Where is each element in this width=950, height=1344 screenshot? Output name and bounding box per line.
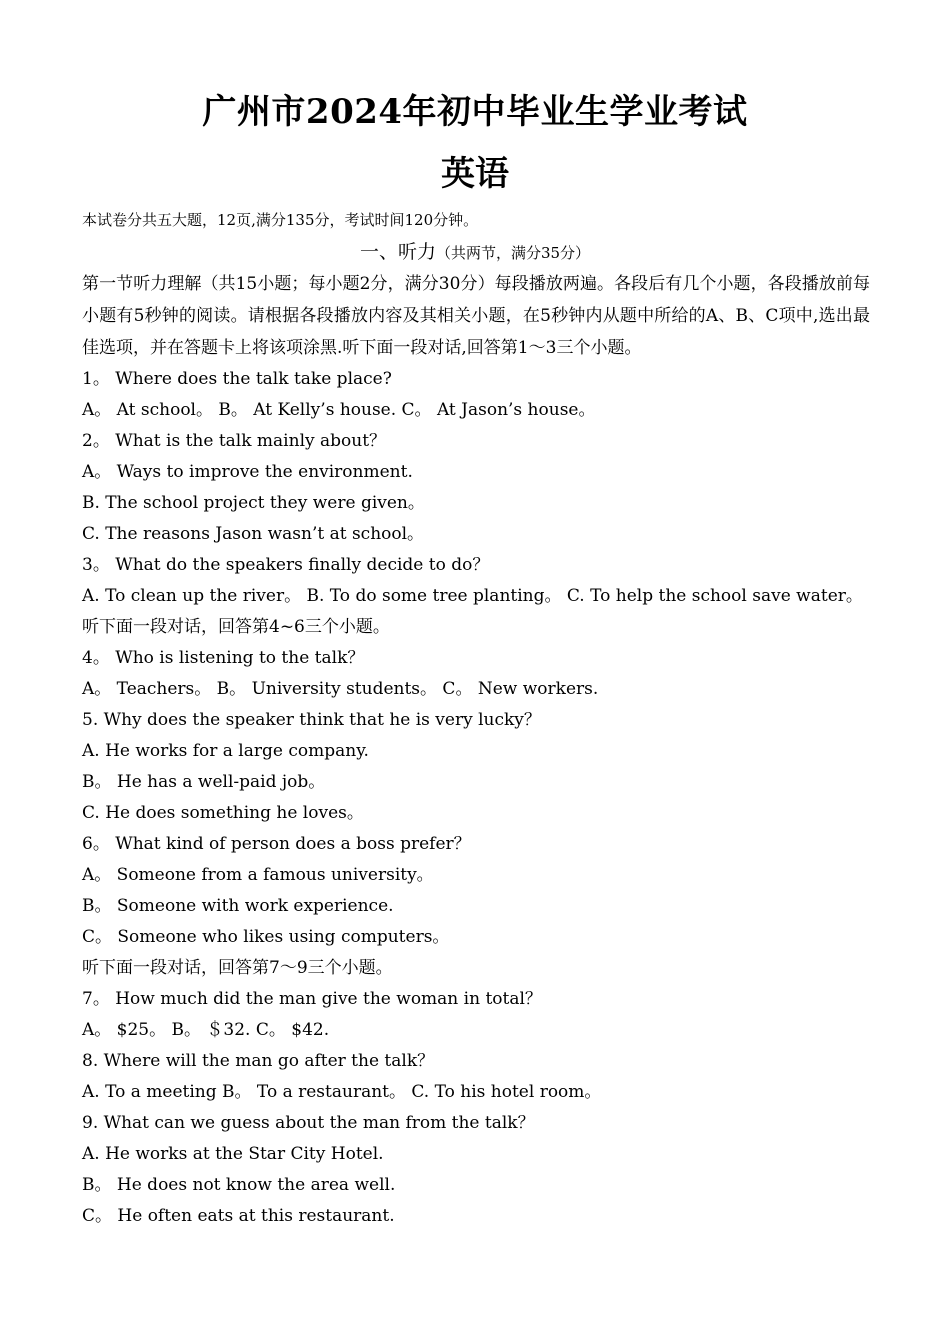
- question-line: 听下面一段对话，回答第7～9三个小题。: [82, 958, 393, 978]
- section-instructions: 第一节听力理解（共15小题；每小题2分，满分30分）每段播放两遍。各段后有几个小题，各段播放前每小题有5秒钟的阅读。请根据各段播放内容及其相关小题，在5秒钟内从题中所给的A、B、C项中,选出最佳选项，并在答题卡上将该项涂黑.听下面一段对话,回答第1～3三个小题。: [82, 274, 870, 358]
- question-line: A。 $25。 B。 ＄32. C。 $42.: [82, 1020, 330, 1040]
- question-line: 听下面一段对话，回答第4~6三个小题。: [82, 617, 390, 637]
- question-list: [82, 364, 882, 1232]
- question-line: A。 Ways to improve the environment.: [82, 462, 413, 482]
- question-line: C. The reasons Jason wasn’t at school。: [82, 524, 425, 544]
- question-line: 2。 What is the talk mainly about？: [82, 431, 387, 451]
- question-line: B。 Someone with work experience.: [82, 896, 394, 916]
- exam-note: 本试卷分共五大题，12页,满分135分，考试时间120分钟。: [82, 211, 479, 229]
- section-heading-sub: （共两节，满分35分）: [435, 244, 591, 262]
- question-line: 3。 What do the speakers finally decide to do？: [82, 555, 490, 575]
- question-line: A。 Someone from a famous university。: [82, 865, 434, 885]
- question-line: A. To a meeting B。 To a restaurant。 C. To his hotel room。: [82, 1082, 602, 1102]
- section-heading: [0, 238, 950, 267]
- exam-subject: 英语: [441, 154, 509, 194]
- question-line: 8. Where will the man go after the talk？: [82, 1051, 435, 1071]
- question-line: 9. What can we guess about the man from the talk？: [82, 1113, 535, 1133]
- question-line: C。 Someone who likes using computers。: [82, 927, 450, 947]
- question-line: C。 He often eats at this restaurant.: [82, 1206, 395, 1226]
- question-line: B. The school project they were given。: [82, 493, 425, 513]
- exam-title: 广州市2024年初中毕业生学业考试: [202, 92, 748, 132]
- question-line: B。 He does not know the area well.: [82, 1175, 396, 1195]
- question-line: A. He works at the Star City Hotel.: [82, 1144, 384, 1164]
- question-line: A。 Teachers。 B。 University students。 C。 New workers.: [82, 679, 599, 699]
- question-line: C. He does something he loves。: [82, 803, 364, 823]
- section-heading-main: 一、听力: [359, 241, 436, 263]
- question-line: 1。 Where does the talk take place?: [82, 369, 392, 389]
- question-line: A. He works for a large company.: [82, 741, 369, 761]
- question-line: 5. Why does the speaker think that he is very lucky？: [82, 710, 541, 730]
- question-line: 4。 Who is listening to the talk？: [82, 648, 365, 668]
- question-line: B。 He has a well-paid job。: [82, 772, 326, 792]
- question-line: A. To clean up the river。 B. To do some tree planting。 C. To help the school save water。: [82, 586, 863, 606]
- question-line: 6。 What kind of person does a boss prefer？: [82, 834, 471, 854]
- question-line: A。 At school。 B。 At Kelly’s house. C。 At Jason’s house。: [82, 400, 596, 420]
- question-line: 7。 How much did the man give the woman in total？: [82, 989, 542, 1009]
